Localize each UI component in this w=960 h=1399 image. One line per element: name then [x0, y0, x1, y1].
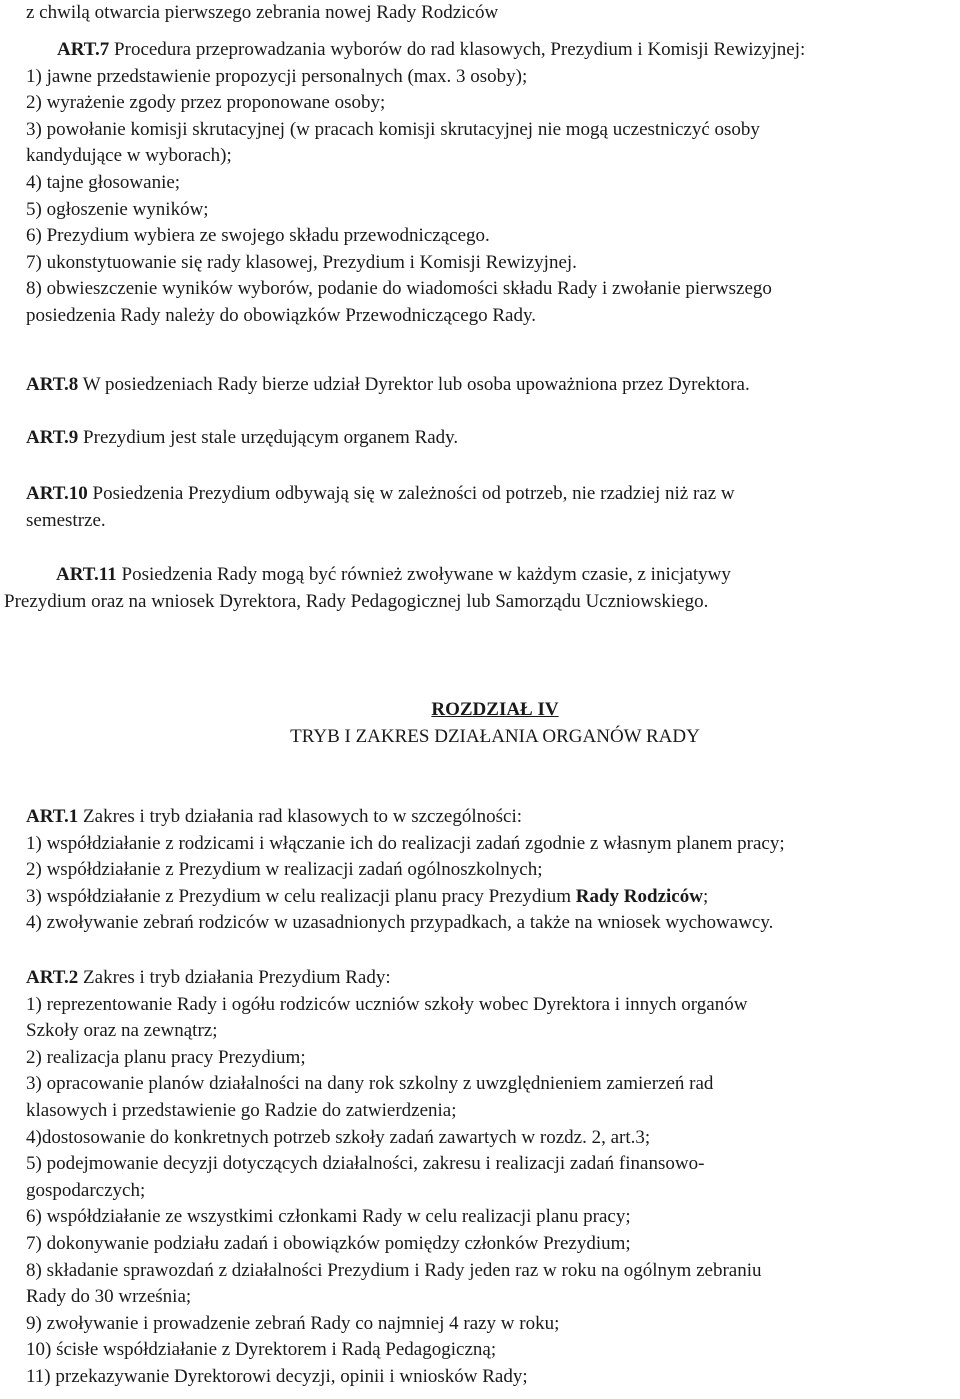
list-item: 5) podejmowanie decyzji dotyczących działalności, zakresu i realizacji zadań finansowo- — [26, 1153, 705, 1175]
article-8-text: W posiedzeniach Rady bierze udział Dyrektor lub osoba upoważniona przez Dyrektora. — [78, 374, 750, 395]
list-item: 3) powołanie komisji skrutacyjnej (w pracach komisji skrutacyjnej nie mogą uczestniczyć osoby — [26, 118, 760, 140]
list-item: 2) wyrażenie zgody przez proponowane osoby; — [26, 92, 386, 114]
emphasis-rady-rodzicow: Rady Rodziców — [575, 885, 703, 907]
list-item: kandydujące w wyborach); — [26, 145, 232, 167]
article-10-text: Posiedzenia Prezydium odbywają się w zależności od potrzeb, nie rzadziej niż raz w — [87, 483, 735, 504]
list-item: Szkoły oraz na zewnątrz; — [26, 1020, 218, 1042]
article-11-line-2: Prezydium oraz na wniosek Dyrektora, Rady Pedagogicznej lub Samorządu Uczniowskiego. — [4, 590, 709, 612]
list-item: 6) Prezydium wybiera ze swojego składu przewodniczącego. — [26, 225, 490, 247]
intro-text — [26, 0, 956, 27]
article-11 — [4, 562, 956, 615]
chapter-article-1-heading-text: Zakres i tryb działania rad klasowych to w szczególności: — [78, 806, 523, 827]
list-item: 8) składanie sprawozdań z działalności Prezydium i Rady jeden raz w roku na ogólnym zebraniu — [26, 1259, 762, 1281]
list-item: 10) ścisłe współdziałanie z Dyrektorem i Radą Pedagogiczną; — [26, 1339, 497, 1361]
article-8-paragraph — [26, 372, 956, 399]
list-item-suffix: ; — [702, 885, 709, 907]
list-item: 1) współdziałanie z rodzicami i włączanie ich do realizacji zadań zgodnie z własnym planem pracy; — [26, 832, 785, 854]
article-10 — [26, 481, 956, 534]
list-item: 4)dostosowanie do konkretnych potrzeb szkoły zadań zawartych w rozdz. 2, art.3; — [26, 1126, 651, 1148]
list-item — [26, 884, 956, 911]
list-item: 4) zwoływanie zebrań rodziców w uzasadnionych przypadkach, a także na wniosek wychowawcy. — [26, 912, 774, 934]
article-7-heading — [26, 37, 956, 64]
chapter-article-2-heading-text: Zakres i tryb działania Prezydium Rady: — [78, 967, 391, 988]
article-9-paragraph — [26, 425, 956, 452]
list-item: 11) przekazywanie Dyrektorowi decyzji, opinii i wniosków Rady; — [26, 1365, 528, 1387]
list-item: 6) współdziałanie ze wszystkimi członkami Rady w celu realizacji planu pracy; — [26, 1206, 631, 1228]
chapter-article-2 — [26, 965, 956, 1391]
chapter-title: ROZDZIAŁ IV — [431, 699, 559, 720]
chapter-article-1 — [26, 804, 956, 937]
article-11-label: ART.11 — [56, 564, 117, 585]
article-10-label: ART.10 — [26, 483, 88, 504]
chapter-article-1-label: ART.1 — [26, 806, 79, 827]
list-item: klasowych i przedstawienie go Radzie do zatwierdzenia; — [26, 1099, 457, 1121]
article-11-line-1 — [4, 562, 956, 589]
article-11-text: Posiedzenia Rady mogą być również zwoływane w każdym czasie, z inicjatywy — [116, 564, 731, 585]
list-item: 3) opracowanie planów działalności na dany rok szkolny z uwzględnieniem zamierzeń rad — [26, 1073, 714, 1095]
chapter-subtitle: TRYB I ZAKRES DZIAŁANIA ORGANÓW RADY — [290, 725, 700, 747]
list-item: 1) reprezentowanie Rady i ogółu rodziców uczniów szkoły wobec Dyrektora i innych organów — [26, 993, 748, 1015]
article-8-label: ART.8 — [26, 374, 79, 395]
article-7-heading-text: Procedura przeprowadzania wyborów do rad klasowych, Prezydium i Komisji Rewizyjnej: — [109, 39, 806, 60]
article-9-label: ART.9 — [26, 427, 79, 448]
article-9-text: Prezydium jest stale urzędującym organem Rady. — [78, 427, 459, 448]
article-10-line-2: semestrze. — [26, 509, 106, 531]
article-8 — [26, 372, 956, 399]
list-item: 7) dokonywanie podziału zadań i obowiązków pomiędzy członków Prezydium; — [26, 1232, 631, 1254]
chapter-heading — [0, 697, 960, 750]
list-item: 8) obwieszczenie wyników wyborów, podanie do wiadomości składu Rady i zwołanie pierwszego — [26, 278, 772, 300]
chapter-article-2-label: ART.2 — [26, 967, 79, 988]
chapter-article-2-heading — [26, 965, 956, 992]
list-item: 5) ogłoszenie wyników; — [26, 198, 209, 220]
article-9 — [26, 425, 956, 452]
list-item: 9) zwoływanie i prowadzenie zebrań Rady co najmniej 4 razy w roku; — [26, 1312, 560, 1334]
list-item: 1) jawne przedstawienie propozycji personalnych (max. 3 osoby); — [26, 65, 528, 87]
article-7-label: ART.7 — [57, 39, 110, 60]
article-7 — [26, 37, 956, 330]
list-item: 4) tajne głosowanie; — [26, 171, 181, 193]
chapter-article-1-heading — [26, 804, 956, 831]
list-item: posiedzenia Rady należy do obowiązków Przewodniczącego Rady. — [26, 304, 537, 326]
list-item-text: 3) współdziałanie z Prezydium w celu realizacji planu pracy Prezydium — [26, 885, 576, 907]
list-item: gospodarczych; — [26, 1179, 146, 1201]
list-item: Rady do 30 września; — [26, 1286, 192, 1308]
intro-line: z chwilą otwarcia pierwszego zebrania nowej Rady Rodziców — [26, 2, 499, 23]
list-item: 2) współdziałanie z Prezydium w realizacji zadań ogólnoszkolnych; — [26, 859, 543, 881]
list-item: 2) realizacja planu pracy Prezydium; — [26, 1046, 306, 1068]
list-item: 7) ukonstytuowanie się rady klasowej, Prezydium i Komisji Rewizyjnej. — [26, 251, 577, 273]
article-10-line-1 — [26, 481, 956, 508]
